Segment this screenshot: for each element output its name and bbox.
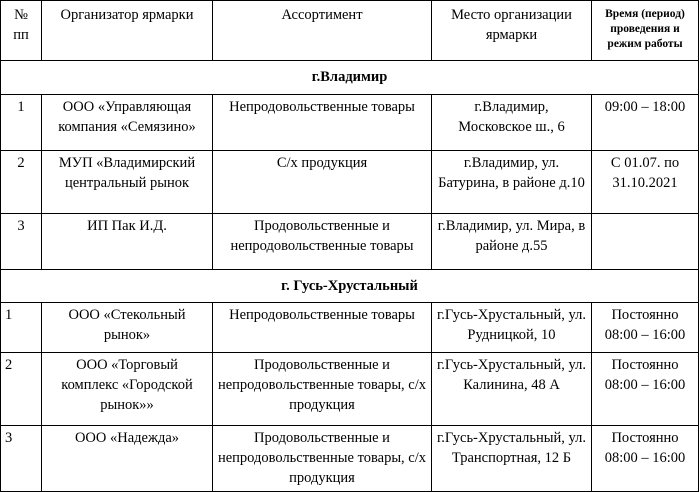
row-organizer: ИП Пак И.Д.: [42, 214, 213, 270]
row-time: [592, 214, 699, 270]
row-organizer: ООО «Стекольный рынок»: [42, 303, 213, 353]
row-assortment: Непродовольственные товары: [213, 303, 432, 353]
row-location: г.Владимир, ул. Батурина, в районе д.10: [432, 151, 592, 214]
row-assortment: С/х продукция: [213, 151, 432, 214]
city-name: г.Владимир: [1, 61, 699, 95]
table-row: [1, 151, 699, 214]
row-time: Постоянно 08:00 – 16:00: [592, 353, 699, 426]
row-num: 1: [1, 95, 42, 151]
row-location: г.Гусь-Хрустальный, ул. Транспортная, 12 Б: [432, 426, 592, 492]
row-assortment: Продовольственные и непродовольственные товары, с/х продукция: [213, 426, 432, 492]
city-row: [1, 61, 699, 95]
row-num: 1: [1, 303, 42, 353]
row-location: г.Гусь-Хрустальный, ул. Рудницкой, 10: [432, 303, 592, 353]
row-time: Постоянно 08:00 – 16:00: [592, 303, 699, 353]
row-location: г.Владимир, ул. Мира, в районе д.55: [432, 214, 592, 270]
header-location: Место организации ярмарки: [432, 1, 592, 61]
city-row: [1, 270, 699, 303]
row-location: г.Гусь-Хрустальный, ул. Калинина, 48 А: [432, 353, 592, 426]
row-organizer: ООО «Управляющая компания «Семязино»: [42, 95, 213, 151]
table-row: [1, 95, 699, 151]
row-num: 3: [1, 426, 42, 492]
row-num: 2: [1, 353, 42, 426]
row-num: 2: [1, 151, 42, 214]
header-row: [1, 1, 699, 61]
row-time: 09:00 – 18:00: [592, 95, 699, 151]
table-row: [1, 426, 699, 492]
table-row: [1, 303, 699, 353]
row-assortment: Продовольственные и непродовольственные товары, с/х продукция: [213, 353, 432, 426]
header-assortment: Ассортимент: [213, 1, 432, 61]
header-num: № пп: [1, 1, 42, 61]
header-organizer: Организатор ярмарки: [42, 1, 213, 61]
header-time: Время (период) проведения и режим работы: [592, 1, 699, 61]
city-name: г. Гусь-Хрустальный: [1, 270, 699, 303]
table-row: [1, 214, 699, 270]
table-row: [1, 353, 699, 426]
row-organizer: ООО «Надежда»: [42, 426, 213, 492]
row-assortment: Продовольственные и непродовольственные товары: [213, 214, 432, 270]
row-num: 3: [1, 214, 42, 270]
row-time: С 01.07. по 31.10.2021: [592, 151, 699, 214]
row-location: г.Владимир, Московское ш., 6: [432, 95, 592, 151]
row-organizer: МУП «Владимирский центральный рынок: [42, 151, 213, 214]
row-assortment: Непродовольственные товары: [213, 95, 432, 151]
row-time: Постоянно 08:00 – 16:00: [592, 426, 699, 492]
row-organizer: ООО «Торговый комплекс «Городской рынок»»: [42, 353, 213, 426]
